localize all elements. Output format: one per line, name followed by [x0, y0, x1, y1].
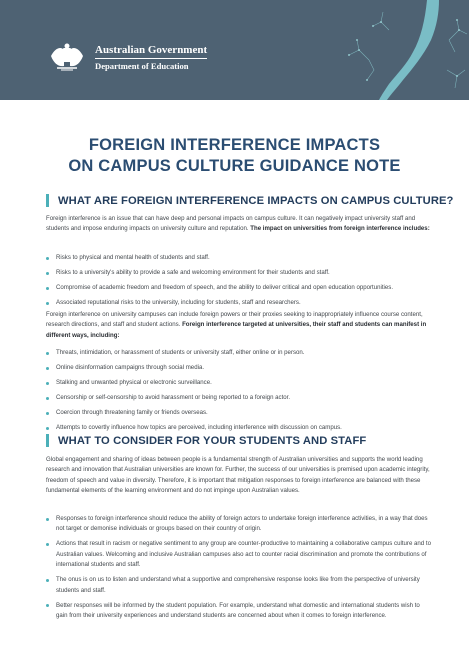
manifestation-bold-text: Foreign interference targeted at universities, their staff and students can manifest in different ways, including:	[46, 321, 427, 339]
list-item: Compromise of academic freedom and freedom of speech, and the ability to deliver critical and open education opportunities.	[46, 283, 432, 293]
title-line-2: ON CAMPUS CULTURE GUIDANCE NOTE	[68, 157, 401, 175]
list-item: Risks to physical and mental health of students and staff.	[46, 253, 432, 263]
manifestation-paragraph	[46, 310, 432, 341]
manifestations-list	[46, 348, 432, 438]
impacts-list	[46, 253, 432, 313]
heading-accent-bar	[46, 434, 49, 447]
logo-divider	[95, 58, 207, 59]
list-item: Responses to foreign interference should reduce the ability of foreign actors to undertake foreign interference activities, in a way that does not target or demonise individuals or groups based on their country of origin.	[46, 514, 432, 535]
manifestation-text: Foreign interference on university campuses can include foreign powers or their proxies seeking to inappropriately influence course content, research directions, and staff and student actions.	[46, 311, 423, 329]
considerations-paragraph: Global engagement and sharing of ideas between people is a fundamental strength of Australian universities and supports the world leading research and innovation that Australian universities are known for. Further, the success of our universities is premised upon academic integrity, freedom of speech and value in diversity. Therefore, it is important that mitigation responses to foreign interference are balanced with these fundamental elements of the learning environment and do not impinge upon Australian values.	[46, 456, 430, 495]
list-item: Better responses will be informed by the student population. For example, understand what domestic and international students wish to gain from their university experiences and understand students are concerned about when it comes to foreign interference.	[46, 601, 432, 622]
list-item: The onus is on us to listen and understand what a supportive and comprehensive response looks like from the perspective of university students and staff.	[46, 575, 432, 596]
intro-paragraph	[46, 214, 432, 235]
decorative-river-graphic	[329, 0, 469, 100]
list-item: Actions that result in racism or negative sentiment to any group are counter-productive to maintaining a collaborative campus culture and to Australian values. Welcoming and inclusive Australian campuses also act to counter racial discrimination and promote the contributions of international students and staff.	[46, 539, 432, 570]
government-logo	[47, 42, 207, 72]
section-heading-text: WHAT TO CONSIDER FOR YOUR STUDENTS AND STAFF	[58, 434, 367, 447]
list-item: Stalking and unwanted physical or electronic surveillance.	[46, 378, 432, 388]
department-name: Department of Education	[95, 60, 189, 71]
list-item: Threats, intimidation, or harassment of students or university staff, either online or in person.	[46, 348, 432, 358]
page-header	[0, 0, 469, 100]
heading-accent-bar	[46, 194, 49, 207]
list-item: Censorship or self-censorship to avoid harassment or being reported to a foreign actor.	[46, 393, 432, 403]
list-item: Coercion through threatening family or friends overseas.	[46, 408, 432, 418]
title-line-1: FOREIGN INTERFERENCE IMPACTS	[88, 136, 381, 154]
list-item: Attempts to covertly influence how topics are perceived, including interference with discussion on campus.	[46, 423, 432, 433]
list-item: Online disinformation campaigns through social media.	[46, 363, 432, 373]
intro-text: Foreign interference is an issue that can have deep and personal impacts on campus culture. It can negatively impact university staff and students and impose enduring impacts on university culture and reputation.	[46, 215, 416, 233]
list-item: Risks to a university's ability to provide a safe and welcoming environment for their students and staff.	[46, 268, 432, 278]
section-heading-impacts	[46, 194, 454, 207]
list-item: Associated reputational risks to the university, including for students, staff and researchers.	[46, 298, 432, 308]
government-name: Australian Government	[95, 43, 208, 56]
section-heading-text: WHAT ARE FOREIGN INTERFERENCE IMPACTS ON CAMPUS CULTURE?	[58, 194, 454, 207]
considerations-list	[46, 514, 432, 626]
document-title	[0, 135, 469, 177]
section-heading-consider	[46, 434, 366, 447]
intro-bold-text: The impact on universities from foreign interference includes:	[250, 225, 430, 233]
coat-of-arms-icon	[47, 42, 87, 72]
